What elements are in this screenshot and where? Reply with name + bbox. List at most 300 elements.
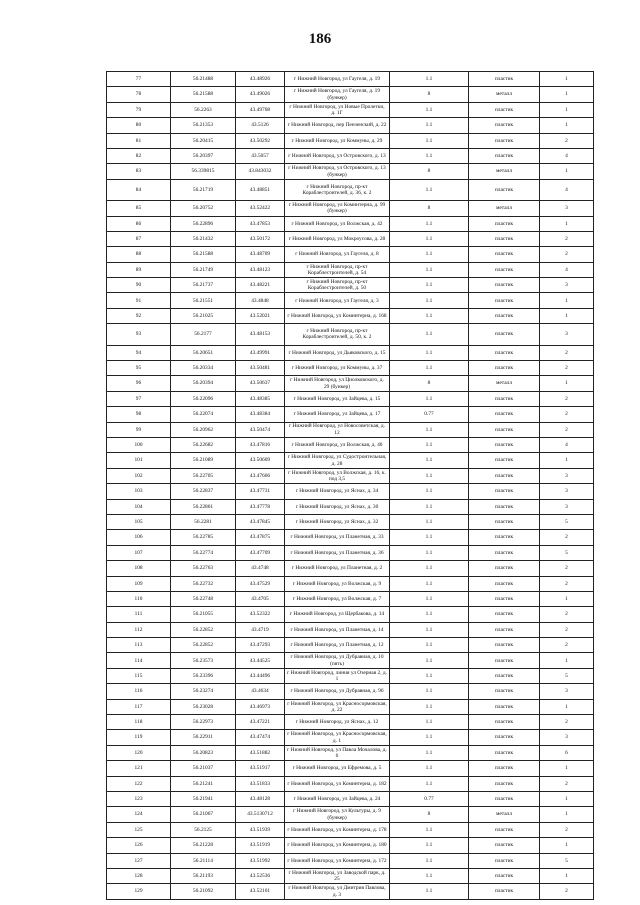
row-number-cell: 123	[107, 791, 171, 806]
address-cell: г Нижний Новгород, ул Коммуны, д. 37	[285, 361, 390, 376]
longitude-cell: 43.4705	[236, 591, 285, 606]
volume-cell: 1.1	[390, 838, 469, 853]
latitude-cell: 56.20415	[171, 133, 236, 148]
latitude-cell: 56.20962	[171, 422, 236, 437]
count-cell: 3	[540, 684, 594, 699]
address-cell: г Нижний Новгород, ул Дьяковского, д. 15	[285, 345, 390, 360]
address-cell: г Нижний Новгород, ул Дмитрия Павлова, д. 3	[285, 884, 390, 899]
material-cell: металл	[469, 807, 540, 822]
volume-cell: 8	[390, 376, 469, 391]
count-cell: 3	[540, 730, 594, 745]
longitude-cell: 43.48385	[236, 391, 285, 406]
address-cell: г Нижний Новгород, ул Яснах, д. 34	[285, 484, 390, 499]
material-cell: пластик	[469, 148, 540, 163]
table-row	[107, 308, 594, 323]
volume-cell: 1.1	[390, 715, 469, 730]
volume-cell: 0.77	[390, 407, 469, 422]
latitude-cell: 56.21037	[171, 761, 236, 776]
latitude-cell: 56.21089	[171, 453, 236, 468]
longitude-cell: 43.47816	[236, 437, 285, 452]
longitude-cell: 43.47666	[236, 468, 285, 483]
count-cell: 2	[540, 715, 594, 730]
volume-cell: 1.1	[390, 468, 469, 483]
row-number-cell: 95	[107, 361, 171, 376]
latitude-cell: 56.20397	[171, 148, 236, 163]
address-cell: г Нижний Новгород, ул Волжская, д. 42	[285, 216, 390, 231]
table-row	[107, 102, 594, 117]
address-cell: г Нижний Новгород, ул Зайцева, д. 24	[285, 791, 390, 806]
longitude-cell: 43.49708	[236, 102, 285, 117]
latitude-cell: 56.21241	[171, 776, 236, 791]
latitude-cell: 56.20651	[171, 345, 236, 360]
table-row	[107, 376, 594, 391]
material-cell: пластик	[469, 407, 540, 422]
count-cell: 2	[540, 822, 594, 837]
latitude-cell: 56.2177	[171, 324, 236, 345]
table-row	[107, 607, 594, 622]
latitude-cell: 56.21228	[171, 838, 236, 853]
table-row	[107, 576, 594, 591]
volume-cell: 8	[390, 87, 469, 102]
table-row	[107, 761, 594, 776]
longitude-cell: 43.44525	[236, 653, 285, 668]
address-cell: г Нижний Новгород, ул Красносормовская, д. 1	[285, 730, 390, 745]
row-number-cell: 91	[107, 293, 171, 308]
address-cell: г Нижний Новгород, ул Коминтерна, д. 172	[285, 853, 390, 868]
material-cell: металл	[469, 87, 540, 102]
material-cell: металл	[469, 376, 540, 391]
longitude-cell: 43.48851	[236, 179, 285, 200]
row-number-cell: 99	[107, 422, 171, 437]
latitude-cell: 56.21749	[171, 262, 236, 277]
address-cell: г Нижний Новгород, ул Планетная, д. 36	[285, 545, 390, 560]
latitude-cell: 56.21193	[171, 868, 236, 883]
latitude-cell: 56.23573	[171, 653, 236, 668]
address-cell: г Нижний Новгород, ул Дубравная, д. 10 (пять)	[285, 653, 390, 668]
latitude-cell: 56.22837	[171, 484, 236, 499]
count-cell: 2	[540, 231, 594, 246]
table-row	[107, 391, 594, 406]
count-cell: 1	[540, 308, 594, 323]
material-cell: пластик	[469, 361, 540, 376]
material-cell: пластик	[469, 622, 540, 637]
table-row	[107, 164, 594, 179]
longitude-cell: 43.50609	[236, 453, 285, 468]
address-cell: г Нижний Новгород, ул Гаугеля, д. 3	[285, 293, 390, 308]
latitude-cell: 56.22896	[171, 216, 236, 231]
volume-cell: 1.1	[390, 530, 469, 545]
longitude-cell: 43.47853	[236, 216, 285, 231]
table-row	[107, 407, 594, 422]
longitude-cell: 43.50292	[236, 133, 285, 148]
count-cell: 2	[540, 622, 594, 637]
material-cell: пластик	[469, 530, 540, 545]
count-cell: 4	[540, 262, 594, 277]
table-row	[107, 668, 594, 683]
table-row	[107, 201, 594, 216]
row-number-cell: 87	[107, 231, 171, 246]
address-cell: г Нижний Новгород, ул Гаугеля, д. 8	[285, 247, 390, 262]
table-row	[107, 118, 594, 133]
page-number: 186	[308, 31, 332, 47]
latitude-cell: 56.22973	[171, 715, 236, 730]
volume-cell: 1.1	[390, 148, 469, 163]
material-cell: пластик	[469, 545, 540, 560]
address-cell: г Нижний Новгород, пр-кт Кораблестроителей, д. 50, к. 2	[285, 324, 390, 345]
row-number-cell: 118	[107, 715, 171, 730]
longitude-cell: 43.46973	[236, 699, 285, 714]
material-cell: пластик	[469, 391, 540, 406]
material-cell: пластик	[469, 118, 540, 133]
latitude-cell: 56.21588	[171, 87, 236, 102]
longitude-cell: 43.52322	[236, 607, 285, 622]
latitude-cell: 56.22852	[171, 638, 236, 653]
volume-cell: 1.1	[390, 761, 469, 776]
latitude-cell: 56.21588	[171, 247, 236, 262]
table-row	[107, 807, 594, 822]
row-number-cell: 88	[107, 247, 171, 262]
volume-cell: 1.1	[390, 102, 469, 117]
row-number-cell: 108	[107, 561, 171, 576]
latitude-cell: 56.2125	[171, 822, 236, 837]
row-number-cell: 115	[107, 668, 171, 683]
address-cell: г Нижний Новгород, ул Планетная, д. 2	[285, 561, 390, 576]
latitude-cell: 56.21114	[171, 853, 236, 868]
count-cell: 1	[540, 838, 594, 853]
longitude-cell: 43.47731	[236, 484, 285, 499]
row-number-cell: 102	[107, 468, 171, 483]
table-row	[107, 638, 594, 653]
longitude-cell: 43.51833	[236, 776, 285, 791]
count-cell: 1	[540, 653, 594, 668]
row-number-cell: 117	[107, 699, 171, 714]
row-number-cell: 107	[107, 545, 171, 560]
volume-cell: 1.1	[390, 653, 469, 668]
latitude-cell: 56.21432	[171, 231, 236, 246]
table-row	[107, 216, 594, 231]
row-number-cell: 119	[107, 730, 171, 745]
latitude-cell: 56.21067	[171, 807, 236, 822]
longitude-cell: 43.52536	[236, 868, 285, 883]
table-row	[107, 715, 594, 730]
row-number-cell: 77	[107, 72, 171, 87]
address-cell: г Нижний Новгород, ул Волжская, д. 40	[285, 437, 390, 452]
longitude-cell: 43.4719	[236, 622, 285, 637]
count-cell: 6	[540, 745, 594, 760]
address-cell: г Нижний Новгород, ул Гаугеля, д. 19	[285, 72, 390, 87]
volume-cell: 1.1	[390, 499, 469, 514]
table-row	[107, 133, 594, 148]
row-number-cell: 106	[107, 530, 171, 545]
table-row	[107, 324, 594, 345]
longitude-cell: 43.48128	[236, 791, 285, 806]
latitude-cell: 56.22682	[171, 437, 236, 452]
count-cell: 1	[540, 376, 594, 391]
address-cell: г Нижний Новгород, ул Павла Мочалова, д. 6	[285, 745, 390, 760]
latitude-cell: 56.22861	[171, 499, 236, 514]
row-number-cell: 100	[107, 437, 171, 452]
volume-cell: 1.1	[390, 179, 469, 200]
table-row	[107, 791, 594, 806]
longitude-cell: 43.44496	[236, 668, 285, 683]
table-row	[107, 530, 594, 545]
row-number-cell: 127	[107, 853, 171, 868]
address-cell: г Нижний Новгород, пер Пензенский, д. 22	[285, 118, 390, 133]
latitude-cell: 56.22911	[171, 730, 236, 745]
material-cell: пластик	[469, 278, 540, 293]
count-cell: 1	[540, 118, 594, 133]
volume-cell: 1.1	[390, 699, 469, 714]
row-number-cell: 109	[107, 576, 171, 591]
address-cell: г Нижний Новгород, ул Циолковского, д. 29 (бункер)	[285, 376, 390, 391]
longitude-cell: 43.51919	[236, 838, 285, 853]
count-cell: 5	[540, 668, 594, 683]
volume-cell: 1.1	[390, 422, 469, 437]
volume-cell: 1.1	[390, 72, 469, 87]
latitude-cell: 56.22074	[171, 407, 236, 422]
address-cell: г Нижний Новгород, ул Новосоветская, д. 12	[285, 422, 390, 437]
count-cell: 2	[540, 422, 594, 437]
latitude-cell: 56.20752	[171, 201, 236, 216]
address-cell: г Нижний Новгород, ул Волжская, д. 7	[285, 591, 390, 606]
table-row	[107, 838, 594, 853]
table-row	[107, 231, 594, 246]
material-cell: пластик	[469, 730, 540, 745]
longitude-cell: 43.52422	[236, 201, 285, 216]
latitude-cell: 56.23396	[171, 668, 236, 683]
row-number-cell: 97	[107, 391, 171, 406]
address-cell: г Нижний Новгород, ул Островского, д. 13 (бункер)	[285, 164, 390, 179]
table-row	[107, 422, 594, 437]
address-cell: г Нижний Новгород, ул Яснах, д. 12	[285, 715, 390, 730]
volume-cell: 1.1	[390, 514, 469, 529]
count-cell: 4	[540, 148, 594, 163]
material-cell: пластик	[469, 484, 540, 499]
material-cell: пластик	[469, 761, 540, 776]
longitude-cell: 43.50172	[236, 231, 285, 246]
row-number-cell: 101	[107, 453, 171, 468]
table-row	[107, 591, 594, 606]
count-cell: 1	[540, 591, 594, 606]
longitude-cell: 43.47709	[236, 545, 285, 560]
latitude-cell: 56.22705	[171, 468, 236, 483]
table-row	[107, 361, 594, 376]
count-cell: 1	[540, 72, 594, 87]
count-cell: 1	[540, 164, 594, 179]
longitude-cell: 43.50637	[236, 376, 285, 391]
row-number-cell: 98	[107, 407, 171, 422]
latitude-cell: 56.21092	[171, 884, 236, 899]
latitude-cell: 56.21055	[171, 607, 236, 622]
address-cell: г Нижний Новгород, ул Планетная, д. 33	[285, 530, 390, 545]
latitude-cell: 56.21488	[171, 72, 236, 87]
volume-cell: 1.1	[390, 262, 469, 277]
volume-cell: 1.1	[390, 853, 469, 868]
count-cell: 2	[540, 530, 594, 545]
longitude-cell: 43.47474	[236, 730, 285, 745]
count-cell: 2	[540, 638, 594, 653]
table-row	[107, 262, 594, 277]
count-cell: 2	[540, 561, 594, 576]
material-cell: пластик	[469, 607, 540, 622]
latitude-cell: 56.21551	[171, 293, 236, 308]
latitude-cell: 56.20394	[171, 376, 236, 391]
row-number-cell: 125	[107, 822, 171, 837]
table-row	[107, 484, 594, 499]
longitude-cell: 43.50474	[236, 422, 285, 437]
latitude-cell: 56.20823	[171, 745, 236, 760]
table-row	[107, 87, 594, 102]
table-row	[107, 853, 594, 868]
table-row	[107, 622, 594, 637]
volume-cell: 1.1	[390, 361, 469, 376]
latitude-cell: 56.2263	[171, 102, 236, 117]
material-cell: пластик	[469, 591, 540, 606]
count-cell: 2	[540, 247, 594, 262]
volume-cell: 1.1	[390, 133, 469, 148]
volume-cell: 1.1	[390, 684, 469, 699]
table-body	[107, 72, 594, 900]
material-cell: пластик	[469, 576, 540, 591]
material-cell: пластик	[469, 468, 540, 483]
count-cell: 2	[540, 407, 594, 422]
address-cell: г Нижний Новгород, ул Коминтерна, д. 99 (бункер)	[285, 201, 390, 216]
table-row	[107, 499, 594, 514]
material-cell: пластик	[469, 822, 540, 837]
row-number-cell: 94	[107, 345, 171, 360]
count-cell: 1	[540, 102, 594, 117]
material-cell: пластик	[469, 653, 540, 668]
row-number-cell: 92	[107, 308, 171, 323]
volume-cell: 1.1	[390, 730, 469, 745]
material-cell: пластик	[469, 776, 540, 791]
longitude-cell: 43.5057	[236, 148, 285, 163]
row-number-cell: 78	[107, 87, 171, 102]
volume-cell: 1.1	[390, 391, 469, 406]
table-row	[107, 884, 594, 899]
longitude-cell: 43.48926	[236, 72, 285, 87]
address-cell: г Нижний Новгород, ул Яснах, д. 32	[285, 514, 390, 529]
address-cell: г Нижний Новгород, ул Коминтерна, д. 182	[285, 776, 390, 791]
material-cell: пластик	[469, 668, 540, 683]
count-cell: 4	[540, 179, 594, 200]
longitude-cell: 43.47293	[236, 638, 285, 653]
material-cell: пластик	[469, 308, 540, 323]
address-cell: г Нижний Новгород, ул Мокроусова, д. 28	[285, 231, 390, 246]
table-row	[107, 868, 594, 883]
longitude-cell: 43.5130712	[236, 807, 285, 822]
longitude-cell: 43.48384	[236, 407, 285, 422]
latitude-cell: 56.22096	[171, 391, 236, 406]
table-row	[107, 514, 594, 529]
table-row	[107, 345, 594, 360]
address-cell: г Нижний Новгород, ул Волжская, д. 16, к. под 3,5	[285, 468, 390, 483]
row-number-cell: 120	[107, 745, 171, 760]
longitude-cell: 43.51882	[236, 745, 285, 760]
row-number-cell: 86	[107, 216, 171, 231]
table-row	[107, 745, 594, 760]
address-cell: г Нижний Новгород, ул Коминтерна, д. 178	[285, 822, 390, 837]
count-cell: 4	[540, 437, 594, 452]
volume-cell: 1.1	[390, 638, 469, 653]
count-cell: 2	[540, 345, 594, 360]
count-cell: 3	[540, 324, 594, 345]
count-cell: 5	[540, 514, 594, 529]
volume-cell: 1.1	[390, 668, 469, 683]
address-cell: г Нижний Новгород, ул Островского, д. 13	[285, 148, 390, 163]
address-cell: г Нижний Новгород, ул Судостроительная, д. 28	[285, 453, 390, 468]
row-number-cell: 90	[107, 278, 171, 293]
material-cell: пластик	[469, 853, 540, 868]
volume-cell: 8	[390, 807, 469, 822]
count-cell: 2	[540, 361, 594, 376]
address-cell: г Нижний Новгород, линия ул Озерная 2, д. 1	[285, 668, 390, 683]
volume-cell: 1.1	[390, 822, 469, 837]
material-cell: пластик	[469, 437, 540, 452]
material-cell: пластик	[469, 324, 540, 345]
row-number-cell: 79	[107, 102, 171, 117]
table-row	[107, 247, 594, 262]
latitude-cell: 56.21737	[171, 278, 236, 293]
material-cell: металл	[469, 164, 540, 179]
address-cell: г Нижний Новгород, ул Планетная, д. 12	[285, 638, 390, 653]
material-cell: пластик	[469, 345, 540, 360]
table-row	[107, 468, 594, 483]
material-cell: пластик	[469, 884, 540, 899]
latitude-cell: 56.22852	[171, 622, 236, 637]
count-cell: 1	[540, 761, 594, 776]
count-cell: 2	[540, 391, 594, 406]
longitude-cell: 43.47778	[236, 499, 285, 514]
volume-cell: 1.1	[390, 231, 469, 246]
material-cell: пластик	[469, 262, 540, 277]
address-cell: г Нижний Новгород, ул Коминтерна, д. 180	[285, 838, 390, 853]
longitude-cell: 43.48709	[236, 247, 285, 262]
latitude-cell: 56.21941	[171, 791, 236, 806]
count-cell: 2	[540, 776, 594, 791]
volume-cell: 8	[390, 201, 469, 216]
count-cell: 3	[540, 484, 594, 499]
address-cell: г Нижний Новгород, ул Культуры, д. 9 (бункер)	[285, 807, 390, 822]
volume-cell: 1.1	[390, 884, 469, 899]
address-cell: г Нижний Новгород, ул Яснах, д. 30	[285, 499, 390, 514]
row-number-cell: 84	[107, 179, 171, 200]
longitude-cell: 43.4848	[236, 293, 285, 308]
material-cell: пластик	[469, 422, 540, 437]
address-cell: г Нижний Новгород, ул Дубравная, д. 96	[285, 684, 390, 699]
count-cell: 5	[540, 853, 594, 868]
longitude-cell: 43.48221	[236, 278, 285, 293]
material-cell: пластик	[469, 133, 540, 148]
volume-cell: 1.1	[390, 345, 469, 360]
volume-cell: 1.1	[390, 561, 469, 576]
longitude-cell: 43.48123	[236, 262, 285, 277]
row-number-cell: 105	[107, 514, 171, 529]
count-cell: 2	[540, 607, 594, 622]
row-number-cell: 116	[107, 684, 171, 699]
longitude-cell: 43.843032	[236, 164, 285, 179]
address-cell: г Нижний Новгород, ул Красносормовская, д. 22	[285, 699, 390, 714]
material-cell: пластик	[469, 247, 540, 262]
address-cell: г Нижний Новгород, ул Планетная, д. 14	[285, 622, 390, 637]
table-row	[107, 72, 594, 87]
row-number-cell: 121	[107, 761, 171, 776]
count-cell: 1	[540, 293, 594, 308]
longitude-cell: 43.4748	[236, 561, 285, 576]
volume-cell: 1.1	[390, 437, 469, 452]
longitude-cell: 43.48153	[236, 324, 285, 345]
address-cell: г Нижний Новгород, ул Зайцева, д. 15	[285, 391, 390, 406]
